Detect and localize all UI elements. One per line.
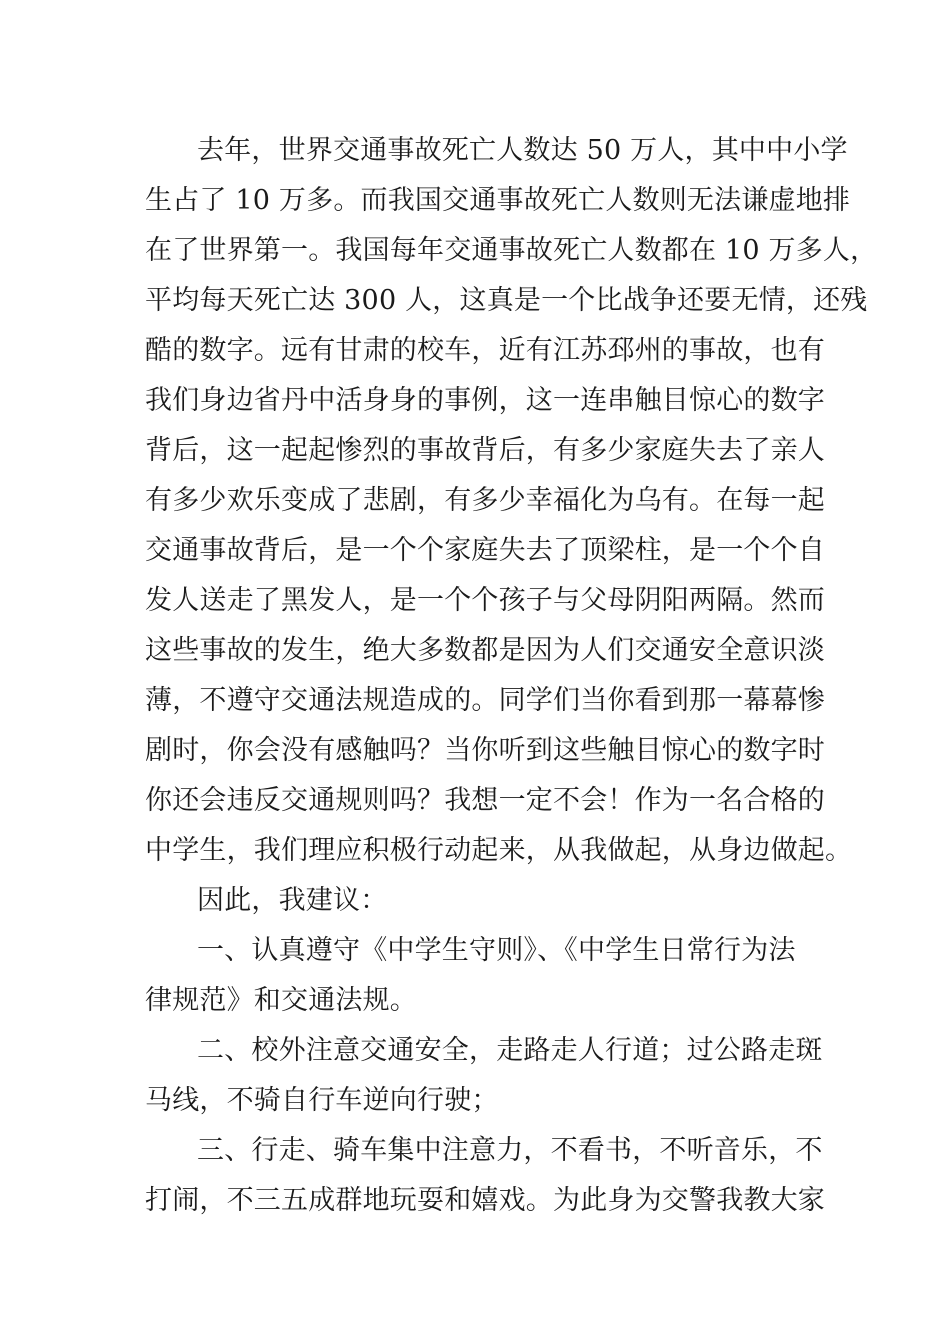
text-line: 薄，不遵守交通法规造成的。同学们当你看到那一幕幕惨 [145, 685, 825, 716]
text-line: 马线，不骑自行车逆向行驶； [145, 1085, 499, 1116]
text-line: 交通事故背后，是一个个家庭失去了顶梁柱，是一个个自 [145, 535, 825, 566]
text-line: 有多少欢乐变成了悲剧，有多少幸福化为乌有。在每一起 [145, 485, 825, 516]
text-line: 酷的数字。远有甘肃的校车，近有江苏邳州的事故，也有 [145, 335, 825, 366]
document-page [145, 126, 878, 1226]
text-line: 发人送走了黑发人，是一个个孩子与父母阴阳两隔。然而 [145, 585, 825, 616]
paragraph-proposal-3 [145, 1126, 825, 1226]
text-line: 在了世界第一。我国每年交通事故死亡人数都在 10 万多人， [145, 235, 878, 266]
text-line: 剧时，你会没有感触吗？当你听到这些触目惊心的数字时 [145, 735, 825, 766]
text-line: 律规范》和交通法规。 [145, 985, 417, 1016]
text-line: 二、校外注意交通安全，走路走人行道；过公路走斑 [197, 1035, 823, 1066]
text-line: 你还会违反交通规则吗？我想一定不会！作为一名合格的 [145, 785, 825, 816]
text-line: 这些事故的发生，绝大多数都是因为人们交通安全意识淡 [145, 635, 825, 666]
text-line: 三、行走、骑车集中注意力，不看书，不听音乐，不 [197, 1135, 823, 1166]
text-line: 背后，这一起起惨烈的事故背后，有多少家庭失去了亲人 [145, 435, 825, 466]
text-line: 我们身边省丹中活身身的事例，这一连串触目惊心的数字 [145, 385, 825, 416]
text-line: 一、认真遵守《中学生守则》、《中学生日常行为法 [197, 935, 796, 966]
text-line: 去年，世界交通事故死亡人数达 50 万人，其中中小学 [197, 135, 848, 166]
text-line: 生占了 10 万多。而我国交通事故死亡人数则无法谦虚地排 [145, 185, 851, 216]
text-line: 平均每天死亡达 300 人，这真是一个比战争还要无情，还残 [145, 285, 868, 316]
paragraph-proposal-intro [145, 876, 825, 926]
text-line: 中学生，我们理应积极行动起来，从我做起，从身边做起。 [145, 835, 853, 866]
text-line: 因此，我建议： [197, 885, 388, 916]
text-line: 打闹，不三五成群地玩耍和嬉戏。为此身为交警我教大家 [145, 1185, 825, 1216]
paragraph-proposal-2 [145, 1026, 825, 1126]
paragraph-proposal-1 [145, 926, 825, 1026]
paragraph-traffic-statistics [145, 126, 878, 876]
